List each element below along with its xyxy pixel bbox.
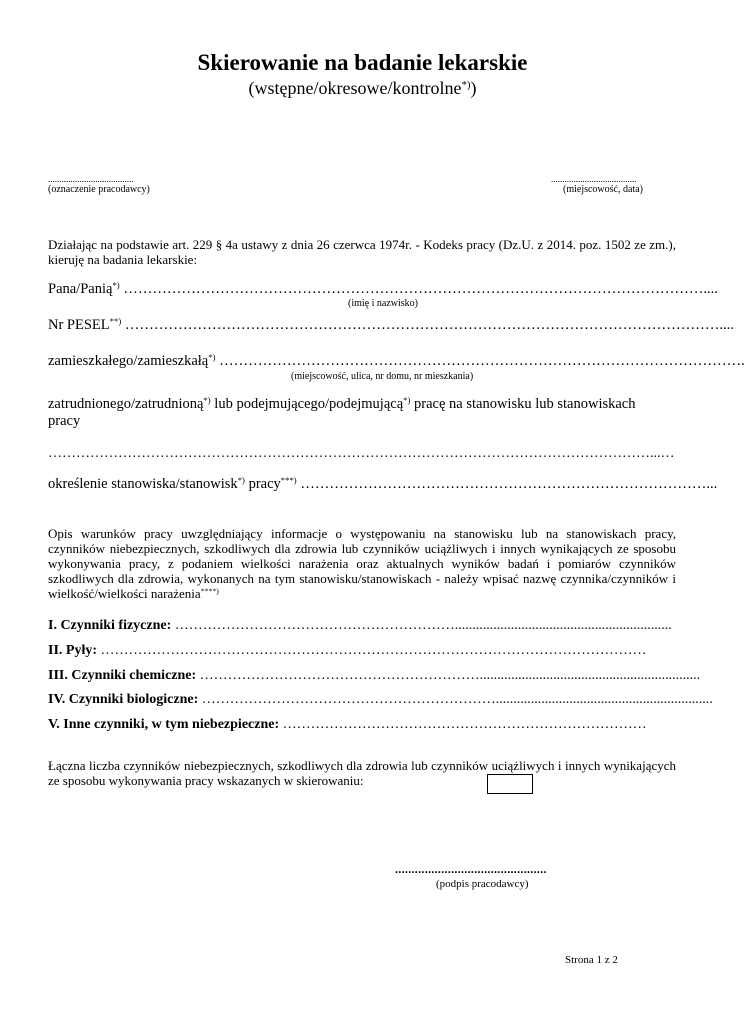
place-date-caption: (miejscowość, data) — [563, 184, 643, 195]
total-factors-text: Łączna liczba czynników niebezpiecznych, szkodliwych dla zdrowia lub czynników uciążliwych i innych wynikających ze sposobu wykonywania pracy wskazanych w skierowaniu: — [48, 758, 676, 788]
address-dots: ………………………………………………………………………………………………. — [215, 353, 745, 369]
address-field[interactable] — [48, 352, 745, 370]
employer-mark-caption: (oznaczenie pracodawcy) — [48, 184, 150, 195]
subtitle-text: (wstępne/okresowe/kontrolne — [248, 78, 462, 98]
factor-physical-field[interactable]: I. Czynniki fizyczne: …………………………………………………….............................................................. — [48, 618, 672, 633]
pesel-dots: …………………………………………………………………………………………………………….... — [121, 317, 734, 333]
signature-caption: (podpis pracodawcy) — [436, 878, 529, 890]
address-caption: (miejscowość, ulica, nr domu, nr mieszkania) — [291, 371, 474, 382]
pesel-field[interactable] — [48, 316, 734, 334]
document-subtitle — [0, 78, 725, 99]
intro-paragraph: Działając na podstawie art. 229 § 4a ustawy z dnia 26 czerwca 1974r. - Kodeks pracy (Dz.U. z 2014. poz. 1502 ze zm.), kieruję na badania lekarskie: — [48, 237, 676, 267]
document-title: Skierowanie na badanie lekarskie — [197, 50, 528, 75]
address-label: zamieszkałego/zamieszkałą — [48, 353, 209, 369]
employed-position-field[interactable]: …………………………………………………………………………………………………………………...… — [48, 446, 675, 461]
pesel-label: Nr PESEL — [48, 317, 110, 333]
name-dots: ………………………………………………………………………………………………………….... — [119, 281, 718, 297]
name-label: Pana/Panią — [48, 281, 113, 297]
factor-dust-field[interactable]: II. Pyły: ……………………………………………………………………………………………………… — [48, 643, 647, 658]
factor-chemical-field[interactable]: III. Czynniki chemiczne: ……………………………………………………............................................................... — [48, 668, 701, 683]
name-field[interactable] — [48, 280, 718, 298]
pesel-footnote-mark: **) — [109, 316, 122, 327]
employed-label-continued: pracy — [48, 413, 81, 429]
subtitle-footnote-mark: *) — [461, 79, 471, 92]
position-field[interactable]: określenie stanowiska/stanowisk*) pracy***) …………………………………………………………………………... — [48, 475, 718, 492]
subtitle-close: ) — [470, 78, 477, 98]
total-factors-input-box[interactable] — [487, 774, 533, 794]
page-number: Strona 1 z 2 — [565, 954, 618, 966]
address-footnote-mark: *) — [208, 352, 216, 363]
conditions-footnote-mark: ****) — [200, 586, 219, 596]
employer-mark-field[interactable]: ...................................... — [48, 174, 134, 184]
name-footnote-mark: *) — [112, 280, 120, 291]
name-caption: (imię i nazwisko) — [348, 298, 418, 309]
conditions-paragraph: Opis warunków pracy uwzględniający informacje o występowaniu na stanowisku lub na stanowiskach pracy, czynników niebezpiecznych, szkodliwych dla zdrowia lub czynników uciążliwych i innych wynikających ze sposobu wykonywania pracy, z podaniem wielkości narażenia oraz aktualnych wyników badań i pomiarów czynników szkodliwych dla zdrowia, wykonanych na tym stanowisku/stanowiskach - należy wpisać nazwę czynnika/czynników i wielkość/wielkości narażenia****) — [48, 526, 676, 601]
factor-other-field[interactable]: V. Inne czynniki, w tym niebezpieczne: …………………………………………………………………… — [48, 717, 647, 732]
position-dots: …………………………………………………………………………... — [296, 476, 718, 492]
place-date-field[interactable]: ...................................... — [551, 174, 637, 184]
position-label: określenie stanowiska/stanowisk — [48, 476, 238, 492]
employed-label: zatrudnionego/zatrudnioną*) lub podejmującego/podejmującą*) pracę na stanowisku lub stanowiskach — [48, 395, 636, 412]
signature-field[interactable]: .............................................. — [395, 862, 547, 876]
factor-biological-field[interactable]: IV. Czynniki biologiczne: ……………………………………………………….............................................................. — [48, 692, 713, 707]
